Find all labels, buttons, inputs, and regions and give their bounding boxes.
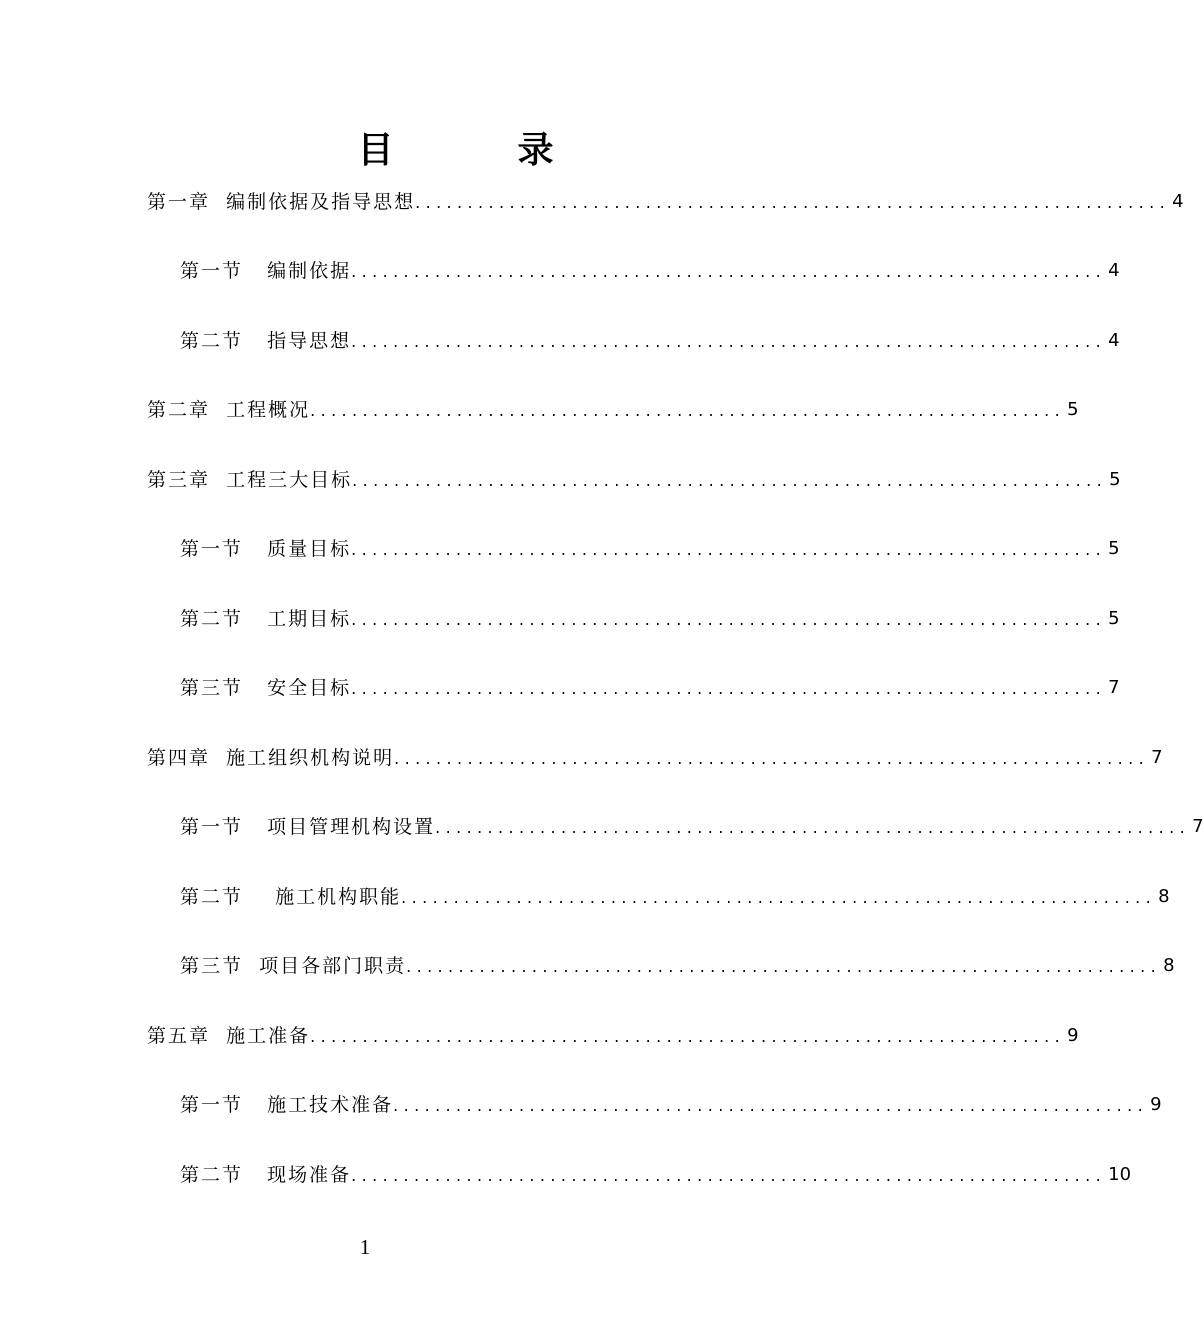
toc-entry-page: 8 xyxy=(1158,886,1170,907)
toc-entry-page: 9 xyxy=(1067,1025,1079,1046)
toc-leader-dots: ........................................................................ xyxy=(401,888,1157,907)
toc-entry-section-4-3[interactable] xyxy=(180,948,1175,978)
toc-entry-text: 第一章 编制依据及指导思想 xyxy=(147,191,416,213)
toc-entry-text: 第三章 工程三大目标 xyxy=(147,469,353,491)
toc-entry-chapter-3[interactable] xyxy=(147,462,1121,492)
toc-entry-text: 第二节 工期目标 xyxy=(180,608,352,630)
toc-entry-text: 第一节 施工技术准备 xyxy=(180,1094,394,1116)
toc-entry-text: 第一节 项目管理机构设置 xyxy=(180,816,436,838)
toc-entry-text: 第三节 项目各部门职责 xyxy=(180,955,407,977)
toc-entry-section-4-2[interactable] xyxy=(180,879,1170,909)
toc-entry-page: 7 xyxy=(1108,677,1120,698)
toc-entry-page: 4 xyxy=(1108,260,1120,281)
toc-entry-chapter-4[interactable] xyxy=(147,740,1163,770)
toc-entry-section-4-1[interactable] xyxy=(180,809,1204,839)
page-title: 目 录 xyxy=(357,130,598,171)
toc-leader-dots: ........................................................................ xyxy=(351,1166,1107,1185)
toc-entry-page: 5 xyxy=(1108,538,1120,559)
toc-entry-text: 第二节 现场准备 xyxy=(180,1164,352,1186)
toc-leader-dots: ........................................................................ xyxy=(351,262,1107,281)
toc-leader-dots: ........................................................................ xyxy=(351,540,1107,559)
toc-entry-section-5-2[interactable] xyxy=(180,1157,1132,1187)
toc-entry-text: 第二节 指导思想 xyxy=(180,330,352,352)
toc-leader-dots: ........................................................................ xyxy=(351,610,1107,629)
toc-entry-text: 第二节 施工机构职能 xyxy=(180,886,402,908)
toc-leader-dots: ........................................................................ xyxy=(310,401,1066,420)
toc-entry-section-5-1[interactable] xyxy=(180,1087,1162,1117)
page-number: 1 xyxy=(359,1235,371,1259)
toc-entry-text: 第四章 施工组织机构说明 xyxy=(147,747,395,769)
toc-leader-dots: ........................................................................ xyxy=(310,1027,1066,1046)
toc-entry-page: 4 xyxy=(1108,330,1120,351)
toc-entry-page: 7 xyxy=(1192,816,1204,837)
toc-entry-section-3-2[interactable] xyxy=(180,601,1120,631)
toc-entry-page: 10 xyxy=(1108,1164,1132,1185)
toc-entry-text: 第五章 施工准备 xyxy=(147,1025,311,1047)
toc-entry-page: 4 xyxy=(1172,191,1184,212)
toc-entry-page: 9 xyxy=(1150,1094,1162,1115)
toc-leader-dots: ........................................................................ xyxy=(435,818,1191,837)
toc-entry-section-3-3[interactable] xyxy=(180,670,1120,700)
toc-entry-page: 5 xyxy=(1108,608,1120,629)
toc-leader-dots: ........................................................................ xyxy=(351,332,1107,351)
toc-entry-chapter-1[interactable] xyxy=(147,184,1184,214)
toc-entry-page: 5 xyxy=(1067,399,1079,420)
toc-entry-text: 第二章 工程概况 xyxy=(147,399,311,421)
toc-leader-dots: ........................................................................ xyxy=(351,679,1107,698)
toc-entry-chapter-5[interactable] xyxy=(147,1018,1079,1048)
toc-entry-text: 第一节 质量目标 xyxy=(180,538,352,560)
toc-leader-dots: ........................................................................ xyxy=(415,193,1171,212)
toc-entry-section-1-2[interactable] xyxy=(180,323,1120,353)
toc-leader-dots: ........................................................................ xyxy=(394,749,1150,768)
toc-entry-section-1-1[interactable] xyxy=(180,253,1120,283)
toc-entry-page: 8 xyxy=(1163,955,1175,976)
toc-entry-chapter-2[interactable] xyxy=(147,392,1079,422)
toc-leader-dots: ........................................................................ xyxy=(406,957,1162,976)
toc-leader-dots: ........................................................................ xyxy=(352,471,1108,490)
toc-entry-text: 第三节 安全目标 xyxy=(180,677,352,699)
toc-entry-page: 5 xyxy=(1109,469,1121,490)
toc-leader-dots: ........................................................................ xyxy=(393,1096,1149,1115)
toc-entry-section-3-1[interactable] xyxy=(180,531,1120,561)
toc-entry-page: 7 xyxy=(1151,747,1163,768)
toc-entry-text: 第一节 编制依据 xyxy=(180,260,352,282)
